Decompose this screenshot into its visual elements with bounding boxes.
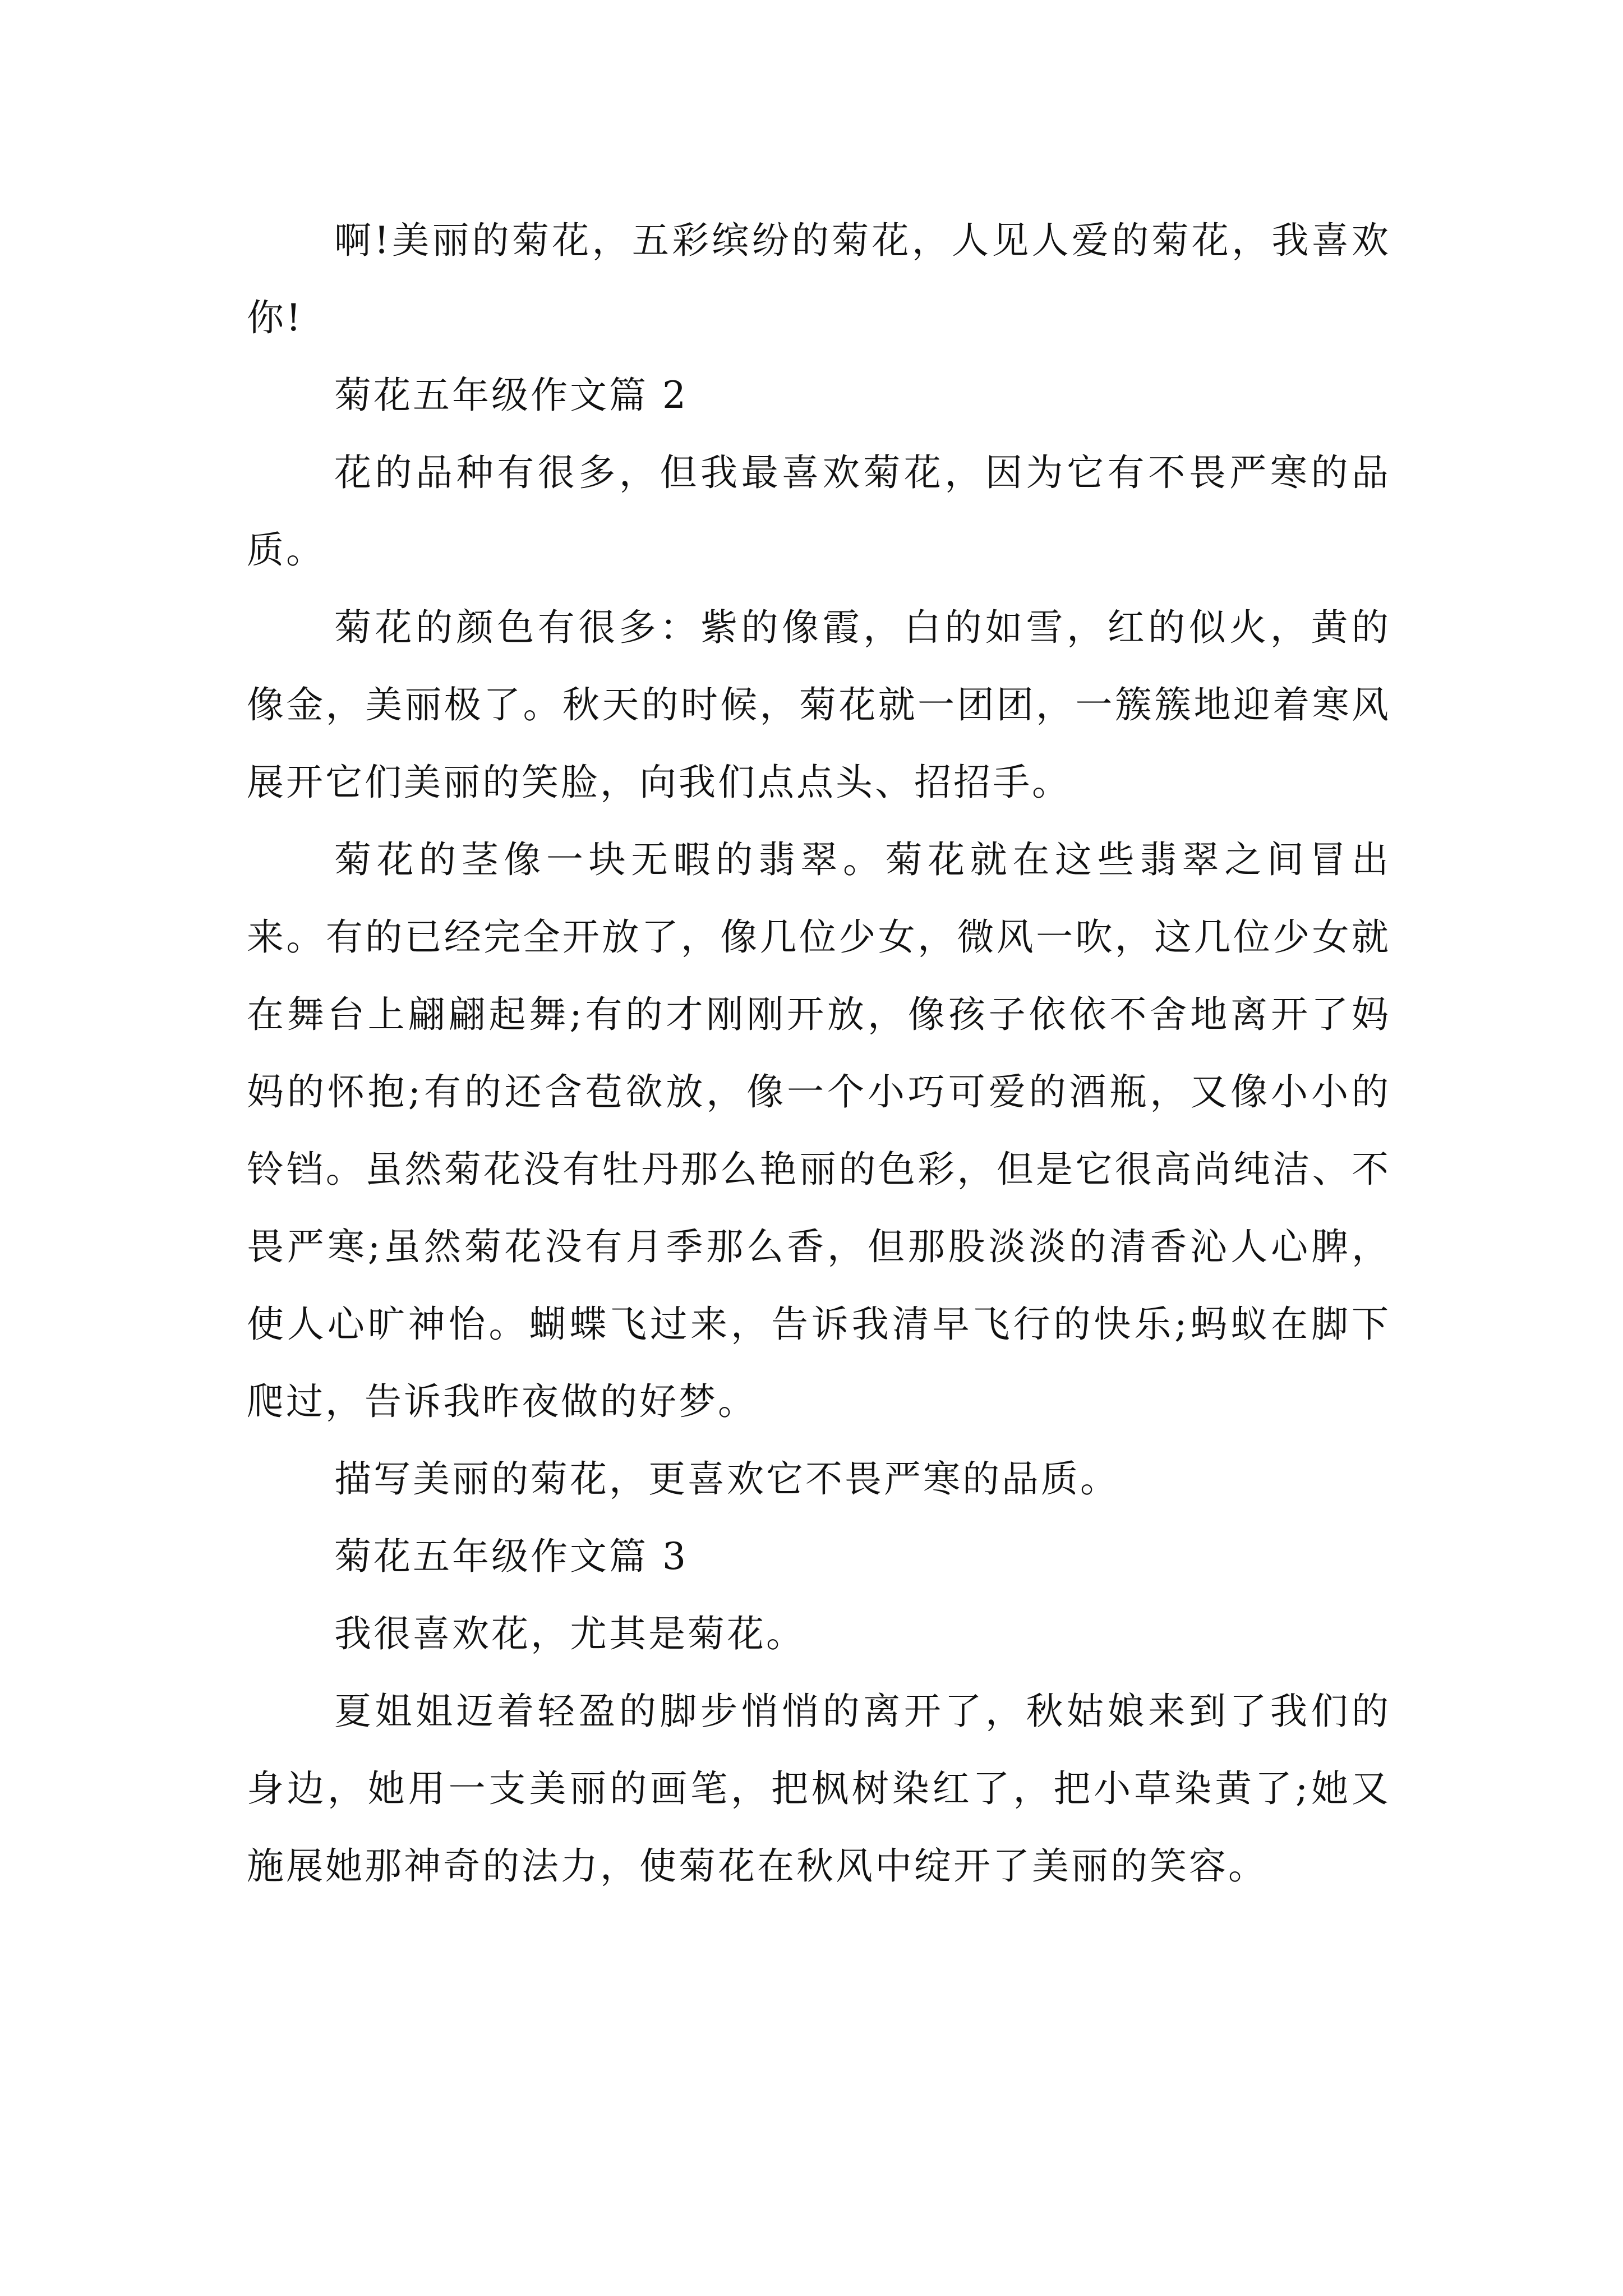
essay-2-paragraph-2: 菊花的颜色有很多：紫的像霞，白的如雪，红的似火，黄的像金，美丽极了。秋天的时候，菊花就一团团，一簇簇地迎着寒风展开它们美丽的笑脸，向我们点点头、招招手。	[247, 606, 1391, 804]
essay-2-paragraph-3: 菊花的茎像一块无暇的翡翠。菊花就在这些翡翠之间冒出来。有的已经完全开放了，像几位少女，微风一吹，这几位少女就在舞台上翩翩起舞;有的才刚刚开放，像孩子依依不舍地离开了妈妈的怀抱;有的还含苞欲放，像一个小巧可爱的酒瓶，又像小小的铃铛。虽然菊花没有牡丹那么艳丽的色彩，但是它很高尚纯洁、不畏严寒;虽然菊花没有月季那么香，但那股淡淡的清香沁人心脾，使人心旷神怡。蝴蝶飞过来，告诉我清早飞行的快乐;蚂蚁在脚下爬过，告诉我昨夜做的好梦。	[247, 838, 1391, 1423]
essay-3-heading: 菊花五年级作文篇 3	[334, 1535, 688, 1578]
essay-2-heading: 菊花五年级作文篇 2	[334, 374, 688, 417]
paragraph-intro-ending: 啊!美丽的菊花，五彩缤纷的菊花，人见人爱的菊花，我喜欢你!	[247, 219, 1391, 339]
essay-3-paragraph-1: 我很喜欢花，尤其是菊花。	[334, 1612, 805, 1655]
essay-3-paragraph-2: 夏姐姐迈着轻盈的脚步悄悄的离开了，秋姑娘来到了我们的身边，她用一支美丽的画笔，把枫树染红了，把小草染黄了;她又施展她那神奇的法力，使菊花在秋风中绽开了美丽的笑容。	[247, 1690, 1391, 1888]
essay-2-paragraph-1: 花的品种有很多，但我最喜欢菊花，因为它有不畏严寒的品质。	[247, 451, 1391, 572]
document-body	[247, 202, 1391, 1905]
essay-2-paragraph-4: 描写美丽的菊花，更喜欢它不畏严寒的品质。	[334, 1457, 1119, 1501]
